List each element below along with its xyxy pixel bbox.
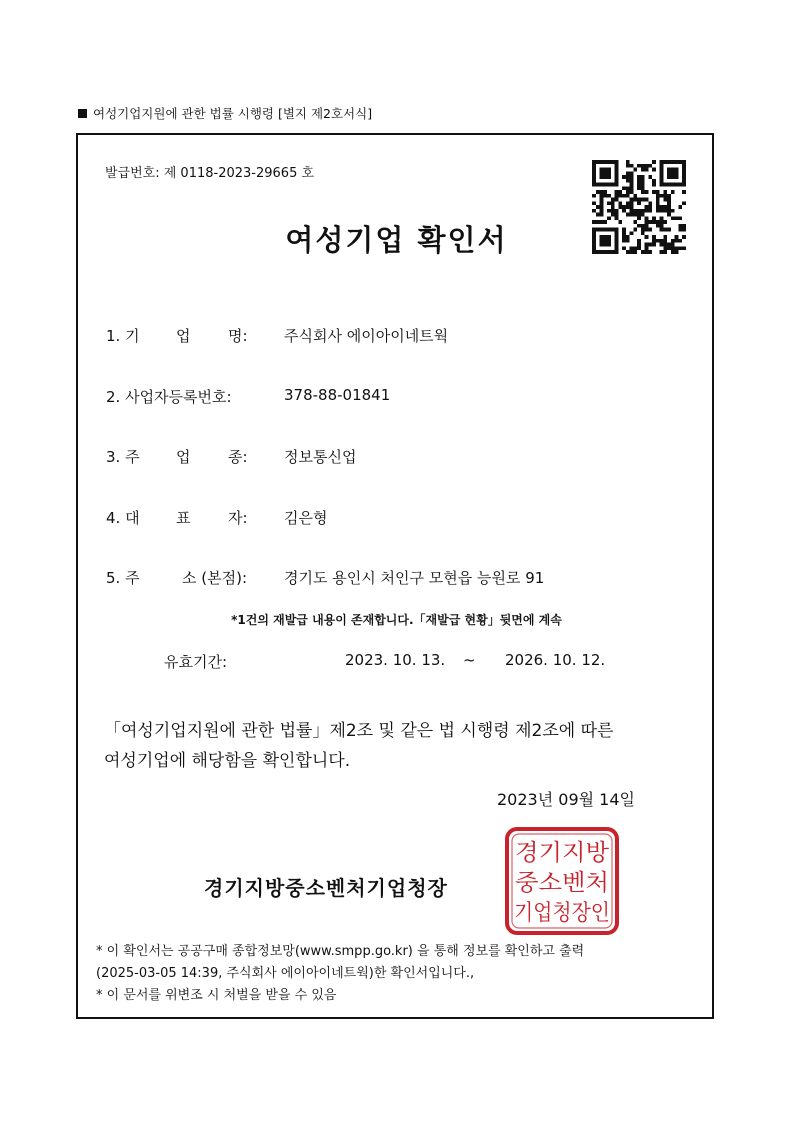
seal-line-1: 경기지방 — [515, 840, 610, 866]
validity-end: 2026. 10. 12. — [505, 651, 606, 669]
validity-separator: ~ — [463, 651, 476, 669]
field-business-reg-value: 378-88-01841 — [284, 386, 391, 404]
form-note — [78, 104, 372, 122]
footnotes — [96, 941, 584, 1007]
reissue-note: *1건의 재발급 내용이 존재합니다.「재발급 현황」뒷면에 계속 — [231, 613, 562, 627]
seal-line-3: 기업청장인 — [514, 901, 610, 926]
confirmation-line-1: 「여성기업지원에 관한 법률」제2조 및 같은 법 시행령 제2조에 따른 — [104, 721, 614, 741]
field-address-label-1: 5. 주 — [106, 569, 140, 587]
field-main-business-value: 정보통신업 — [284, 448, 357, 466]
footnote-line-3: * 이 문서를 위변조 시 처벌을 받을 수 있음 — [96, 988, 337, 1003]
document-title: 여성기업 확인서 — [285, 223, 508, 257]
field-representative-label-3: 자: — [228, 509, 248, 527]
confirmation-text — [104, 716, 613, 776]
field-company-label-2: 업 — [176, 327, 191, 345]
field-representative-label-2: 표 — [176, 509, 191, 527]
square-bullet-icon — [78, 109, 87, 118]
field-address-value: 경기도 용인시 처인구 모현읍 능원로 91 — [284, 569, 545, 587]
field-main-business-label-1: 3. 주 — [106, 448, 140, 466]
validity-label: 유효기간: — [164, 653, 228, 671]
issue-date: 2023년 09월 14일 — [497, 790, 635, 809]
issue-number: 발급번호: 제 0118-2023-29665 호 — [105, 166, 315, 181]
field-company-label-1: 1. 기 — [106, 327, 140, 345]
footnote-line-1: * 이 확인서는 공공구매 종합정보망(www.smpp.go.kr) 을 통해 정보를 확인하고 출력 — [96, 944, 585, 959]
confirmation-line-2: 여성기업에 해당함을 확인합니다. — [104, 751, 351, 771]
form-note-text: 여성기업지원에 관한 법률 시행령 [별지 제2호서식] — [93, 106, 373, 121]
issuing-agency: 경기지방중소벤처기업청장 — [204, 876, 448, 900]
field-company-label-3: 명: — [228, 327, 248, 345]
validity-start: 2023. 10. 13. — [345, 651, 446, 669]
field-main-business-label-3: 종: — [228, 448, 248, 466]
seal-line-2: 중소벤처 — [515, 870, 609, 896]
field-business-reg-label: 2. 사업자등록번호: — [106, 388, 232, 406]
field-address-label-2: 소 (본점): — [182, 569, 247, 587]
footnote-line-2: (2025-03-05 14:39, 주식회사 에이아이네트웍)한 확인서입니다., — [96, 966, 475, 981]
official-seal-stamp — [504, 826, 620, 936]
field-company-value: 주식회사 에이아이네트웍 — [284, 327, 449, 345]
field-representative-value: 김은형 — [284, 509, 328, 527]
field-representative-label-1: 4. 대 — [106, 509, 140, 527]
field-main-business-label-2: 업 — [176, 448, 191, 466]
